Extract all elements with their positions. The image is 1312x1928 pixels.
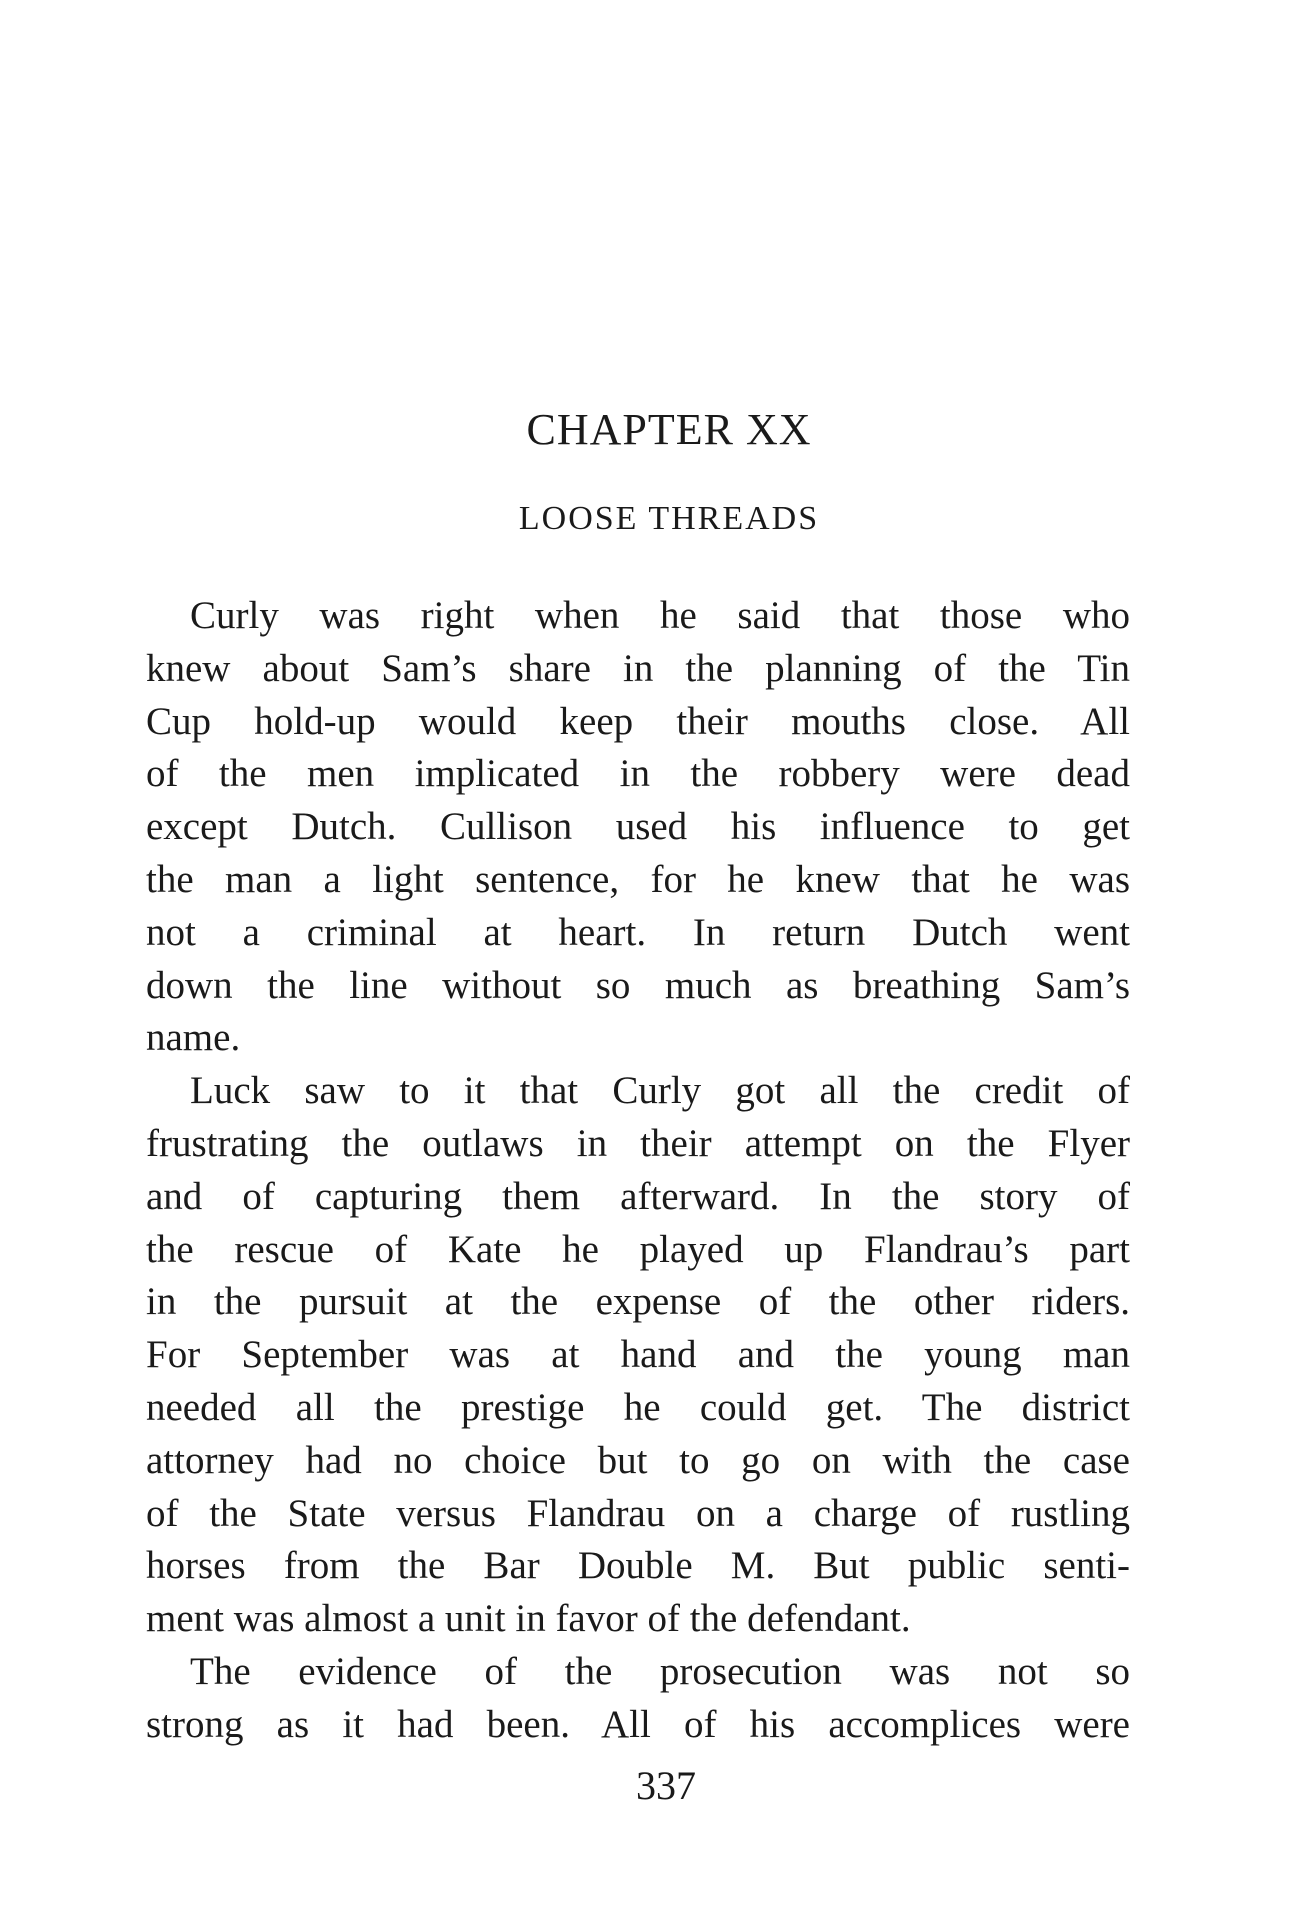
chapter-heading: CHAPTER XX [526,405,812,454]
text-line: needed all the prestige he could get. The district [146,1385,1130,1429]
text-line: Luck saw to it that Curly got all the credit of [190,1069,1130,1113]
text-line: The evidence of the prosecution was not so [190,1649,1130,1693]
text-line: except Dutch. Cullison used his influence to get [146,805,1130,849]
text-line: of the State versus Flandrau on a charge of rustling [146,1491,1130,1535]
text-line: name. [146,1016,241,1060]
text-line: knew about Sam’s share in the planning of the Tin [146,646,1130,690]
paragraph [146,590,1130,1065]
text-line: down the line without so much as breathing Sam’s [146,963,1130,1007]
chapter-title: LOOSE THREADS [518,500,820,537]
text-line: the rescue of Kate he played up Flandrau’s part [146,1227,1130,1271]
text-line: not a criminal at heart. In return Dutch went [146,910,1130,954]
text-line: in the pursuit at the expense of the other riders. [146,1280,1130,1324]
paragraph [146,1646,1130,1752]
text-line: and of capturing them afterward. In the story of [146,1174,1130,1218]
text-line: horses from the Bar Double M. But public senti- [146,1544,1130,1588]
page-number: 337 [636,1763,696,1808]
text-line: of the men implicated in the robbery were dead [146,752,1130,796]
text-line: ment was almost a unit in favor of the defendant. [146,1597,911,1641]
text-line: the man a light sentence, for he knew that he was [146,857,1130,901]
paragraph [146,1065,1130,1646]
text-line: For September was at hand and the young man [146,1333,1130,1377]
text-line: Curly was right when he said that those who [190,594,1130,637]
text-line: Cup hold-up would keep their mouths close. All [146,699,1130,743]
text-line: strong as it had been. All of his accomplices were [146,1702,1130,1746]
text-line: attorney had no choice but to go on with the case [146,1438,1130,1482]
body-text [146,590,1130,1752]
text-line: frustrating the outlaws in their attempt on the Flyer [146,1121,1130,1165]
